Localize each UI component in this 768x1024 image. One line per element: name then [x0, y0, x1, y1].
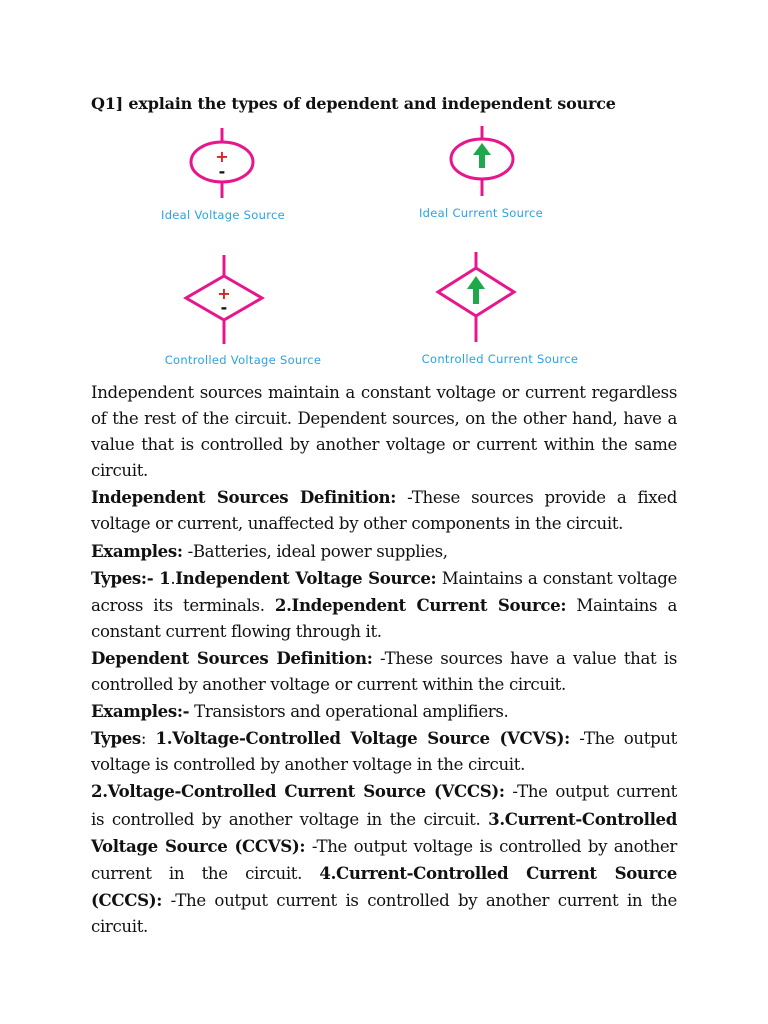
ideal-current-source-label: Ideal Current Source: [418, 206, 544, 220]
vcvs-label: 1.Voltage-Controlled Voltage Source (VCVS):: [155, 728, 570, 749]
dependent-examples-text: Transistors and operational amplifiers.: [189, 702, 509, 722]
independent-types-label: Types:- 1: [91, 567, 171, 588]
vcvs-text: -The output voltage is controlled by another voltage in the circuit.: [91, 729, 677, 775]
independent-examples-paragraph: [91, 538, 677, 565]
dependent-types-label: Types: [91, 728, 141, 749]
independent-definition-text: -These sources provide a fixed voltage or current, unaffected by other components in the circuit.: [91, 488, 677, 534]
dependent-types-continued-paragraph: [91, 778, 677, 940]
arrow-up-icon: [473, 143, 491, 168]
independent-examples-label: Examples:: [91, 540, 183, 561]
minus-sign: -: [220, 298, 228, 317]
plus-sign: +: [217, 284, 231, 303]
independent-definition-label: Independent Sources Definition:: [91, 487, 397, 508]
independent-examples-text: -Batteries, ideal power supplies,: [182, 541, 448, 561]
dependent-types-paragraph: [91, 725, 677, 778]
vccs-text: -The output current is controlled by another voltage in the circuit.: [91, 782, 677, 829]
cccs-text: -The output current is controlled by another current in the circuit.: [91, 890, 677, 936]
independent-types-dot: .: [170, 568, 176, 588]
cccs-label: 4.Current-Controlled Current Source (CCCS):: [91, 862, 678, 910]
ccvs-label: 3.Current-Controlled Voltage Source (CCVS):: [91, 808, 677, 856]
document-body: [91, 380, 677, 940]
independent-types-paragraph: [91, 565, 677, 645]
independent-current-source-text: Maintains a constant current flowing through it.: [91, 595, 677, 641]
independent-voltage-source-text: Maintains a constant voltage across its terminals.: [91, 568, 677, 615]
independent-definition-paragraph: [91, 484, 677, 537]
independent-voltage-source-label: Independent Voltage Source:: [175, 567, 437, 588]
minus-sign: -: [218, 162, 226, 181]
vccs-label: 2.Voltage-Controlled Current Source (VCCS):: [91, 781, 505, 802]
controlled-current-source-label: Controlled Current Source: [421, 352, 579, 366]
dependent-definition-label: Dependent Sources Definition:: [91, 647, 373, 668]
arrow-up-icon: [467, 276, 485, 304]
dependent-definition-paragraph: [91, 645, 677, 698]
question-heading: Q1] explain the types of dependent and independent source: [91, 94, 616, 113]
ideal-voltage-source-label: Ideal Voltage Source: [161, 208, 285, 222]
source-symbols-figure: [0, 0, 768, 380]
intro-paragraph: Independent sources maintain a constant voltage or current regardless of the rest of the circuit. Dependent sources, on the other hand, have a value that is controlled by another voltage or current within the same circuit.: [91, 383, 677, 481]
dependent-examples-paragraph: [91, 698, 677, 725]
dependent-examples-label: Examples:-: [91, 701, 190, 722]
independent-current-source-label: 2.Independent Current Source:: [274, 594, 567, 615]
dependent-types-colon: :: [140, 729, 156, 749]
plus-sign: +: [215, 147, 229, 166]
dependent-definition-text: -These sources have a value that is controlled by another voltage or current within the circuit.: [91, 648, 677, 695]
controlled-voltage-source-label: Controlled Voltage Source: [164, 353, 322, 367]
ccvs-text: -The output voltage is controlled by another current in the circuit.: [91, 836, 677, 883]
